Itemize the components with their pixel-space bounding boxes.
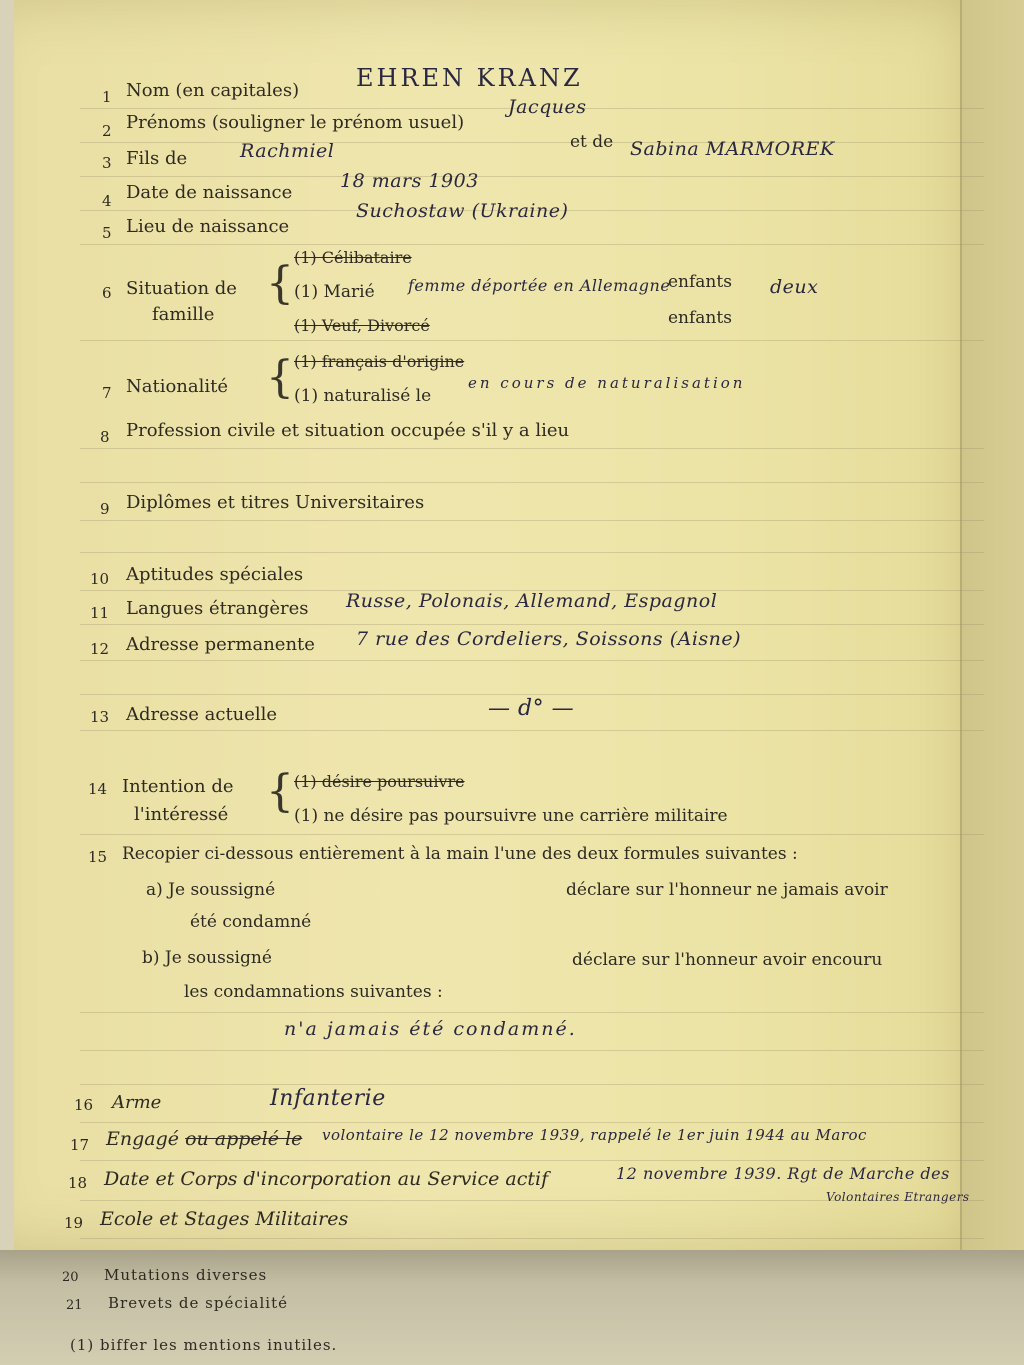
value-arme: Infanterie xyxy=(270,1086,386,1111)
rule xyxy=(80,340,984,341)
value-mere: Sabina MARMOREK xyxy=(630,138,835,160)
rule xyxy=(80,1122,984,1123)
field-number: 18 xyxy=(68,1174,88,1192)
formule-a-3: été condamné xyxy=(190,912,312,932)
field-number: 19 xyxy=(64,1214,84,1232)
label-adresse-permanente: Adresse permanente xyxy=(126,634,315,655)
field-number: 3 xyxy=(102,154,112,172)
field-number: 6 xyxy=(102,284,112,302)
value-prenoms: Jacques xyxy=(508,96,587,118)
field-number: 15 xyxy=(88,848,108,866)
field-number: 21 xyxy=(66,1298,83,1313)
rule xyxy=(80,482,984,483)
label-nom: Nom (en capitales) xyxy=(126,80,300,101)
rule xyxy=(80,834,984,835)
label-formule: Recopier ci-dessous entièrement à la main l'une des deux formules suivantes : xyxy=(122,844,798,864)
field-number: 16 xyxy=(74,1096,94,1114)
rule xyxy=(80,660,984,661)
rule xyxy=(80,1084,984,1085)
opt-desire: (1) désire poursuivre xyxy=(294,772,465,791)
label-et-de: et de xyxy=(570,132,614,152)
label-date-naissance: Date de naissance xyxy=(126,182,293,203)
field-number: 14 xyxy=(88,780,108,798)
rule xyxy=(80,142,984,143)
rule xyxy=(80,1238,984,1239)
field-number: 4 xyxy=(102,192,112,210)
rule xyxy=(80,730,984,731)
rule xyxy=(80,176,984,177)
label-fils-de: Fils de xyxy=(126,148,188,169)
formule-a-1: a) Je soussigné xyxy=(146,880,276,900)
field-number: 11 xyxy=(90,604,110,622)
field-number: 20 xyxy=(62,1270,79,1285)
rule xyxy=(80,1160,984,1161)
brace: { xyxy=(266,766,294,817)
label-mutations: Mutations diverses xyxy=(104,1266,268,1284)
field-number: 10 xyxy=(90,570,110,588)
label-aptitudes: Aptitudes spéciales xyxy=(126,564,304,585)
brace: { xyxy=(266,352,294,403)
value-langues: Russe, Polonais, Allemand, Espagnol xyxy=(346,590,718,612)
footnote: (1) biffer les mentions inutiles. xyxy=(70,1336,338,1354)
label-situation-a: Situation de xyxy=(126,278,237,299)
opt-naturalise: (1) naturalisé le xyxy=(294,386,432,406)
formule-a-2: déclare sur l'honneur ne jamais avoir xyxy=(566,880,888,900)
label-incorporation: Date et Corps d'incorporation au Service actif xyxy=(104,1168,549,1190)
rule xyxy=(80,448,984,449)
field-number: 9 xyxy=(100,500,110,518)
value-adresse-permanente: 7 rue des Cordeliers, Soissons (Aisne) xyxy=(356,628,742,650)
label-intention-b: l'intéressé xyxy=(134,804,229,825)
opt-francais: (1) français d'origine xyxy=(294,352,465,371)
label-enfants-1: enfants xyxy=(668,272,732,292)
label-situation-b: famille xyxy=(152,304,215,325)
opt-marie: (1) Marié xyxy=(294,282,375,302)
rule xyxy=(80,244,984,245)
rule xyxy=(80,520,984,521)
field-number: 7 xyxy=(102,384,112,402)
label-prenoms: Prénoms (souligner le prénom usuel) xyxy=(126,112,465,133)
field-number: 8 xyxy=(100,428,110,446)
value-date-naissance: 18 mars 1903 xyxy=(340,170,479,192)
value-lieu-naissance: Suchostaw (Ukraine) xyxy=(356,200,569,222)
label-profession: Profession civile et situation occupée s'il y a lieu xyxy=(126,420,570,441)
value-enfants-1: deux xyxy=(770,276,819,298)
label-ecole: Ecole et Stages Militaires xyxy=(100,1208,349,1230)
brace: { xyxy=(266,258,294,309)
label-enfants-2: enfants xyxy=(668,308,732,328)
field-number: 5 xyxy=(102,224,112,242)
opt-ne-desire-pas: (1) ne désire pas poursuivre une carrière militaire xyxy=(294,806,728,826)
formule-b-1: b) Je soussigné xyxy=(142,948,272,968)
value-incorporation-2: Volontaires Etrangers xyxy=(826,1190,970,1204)
left-page-edge xyxy=(0,0,14,1250)
label-lieu-naissance: Lieu de naissance xyxy=(126,216,290,237)
rule xyxy=(80,624,984,625)
formule-b-3: les condamnations suivantes : xyxy=(184,982,443,1002)
value-pere: Rachmiel xyxy=(240,140,335,162)
value-engage: volontaire le 12 novembre 1939, rappelé le 1er juin 1944 au Maroc xyxy=(322,1126,867,1144)
value-formule: n'a jamais été condamné. xyxy=(284,1018,577,1040)
rule xyxy=(80,1050,984,1051)
opt-celibataire: (1) Célibataire xyxy=(294,248,412,267)
value-nom: EHREN KRANZ xyxy=(356,64,583,92)
label-adresse-actuelle: Adresse actuelle xyxy=(126,704,278,725)
value-marie: femme déportée en Allemagne xyxy=(408,276,671,295)
value-adresse-actuelle: — d° — xyxy=(488,696,575,721)
value-incorporation: 12 novembre 1939. Rgt de Marche des xyxy=(616,1164,950,1183)
label-intention-a: Intention de xyxy=(122,776,234,797)
field-number: 1 xyxy=(102,88,112,106)
label-arme: Arme xyxy=(112,1092,162,1113)
label-diplomes: Diplômes et titres Universitaires xyxy=(126,492,425,513)
rule xyxy=(80,694,984,695)
rule xyxy=(80,552,984,553)
rule xyxy=(80,1012,984,1013)
formule-b-2: déclare sur l'honneur avoir encouru xyxy=(572,950,883,970)
field-number: 2 xyxy=(102,122,112,140)
label-engage: Engagé ou appelé le xyxy=(106,1128,303,1150)
label-langues: Langues étrangères xyxy=(126,598,309,619)
field-number: 12 xyxy=(90,640,110,658)
value-naturalise: en cours de naturalisation xyxy=(468,374,746,392)
field-number: 13 xyxy=(90,708,110,726)
opt-veuf-divorce: (1) Veuf, Divorcé xyxy=(294,316,430,335)
right-page-edge xyxy=(960,0,1024,1250)
field-number: 17 xyxy=(70,1136,90,1154)
label-brevets: Brevets de spécialité xyxy=(108,1294,288,1312)
label-nationalite: Nationalité xyxy=(126,376,229,397)
